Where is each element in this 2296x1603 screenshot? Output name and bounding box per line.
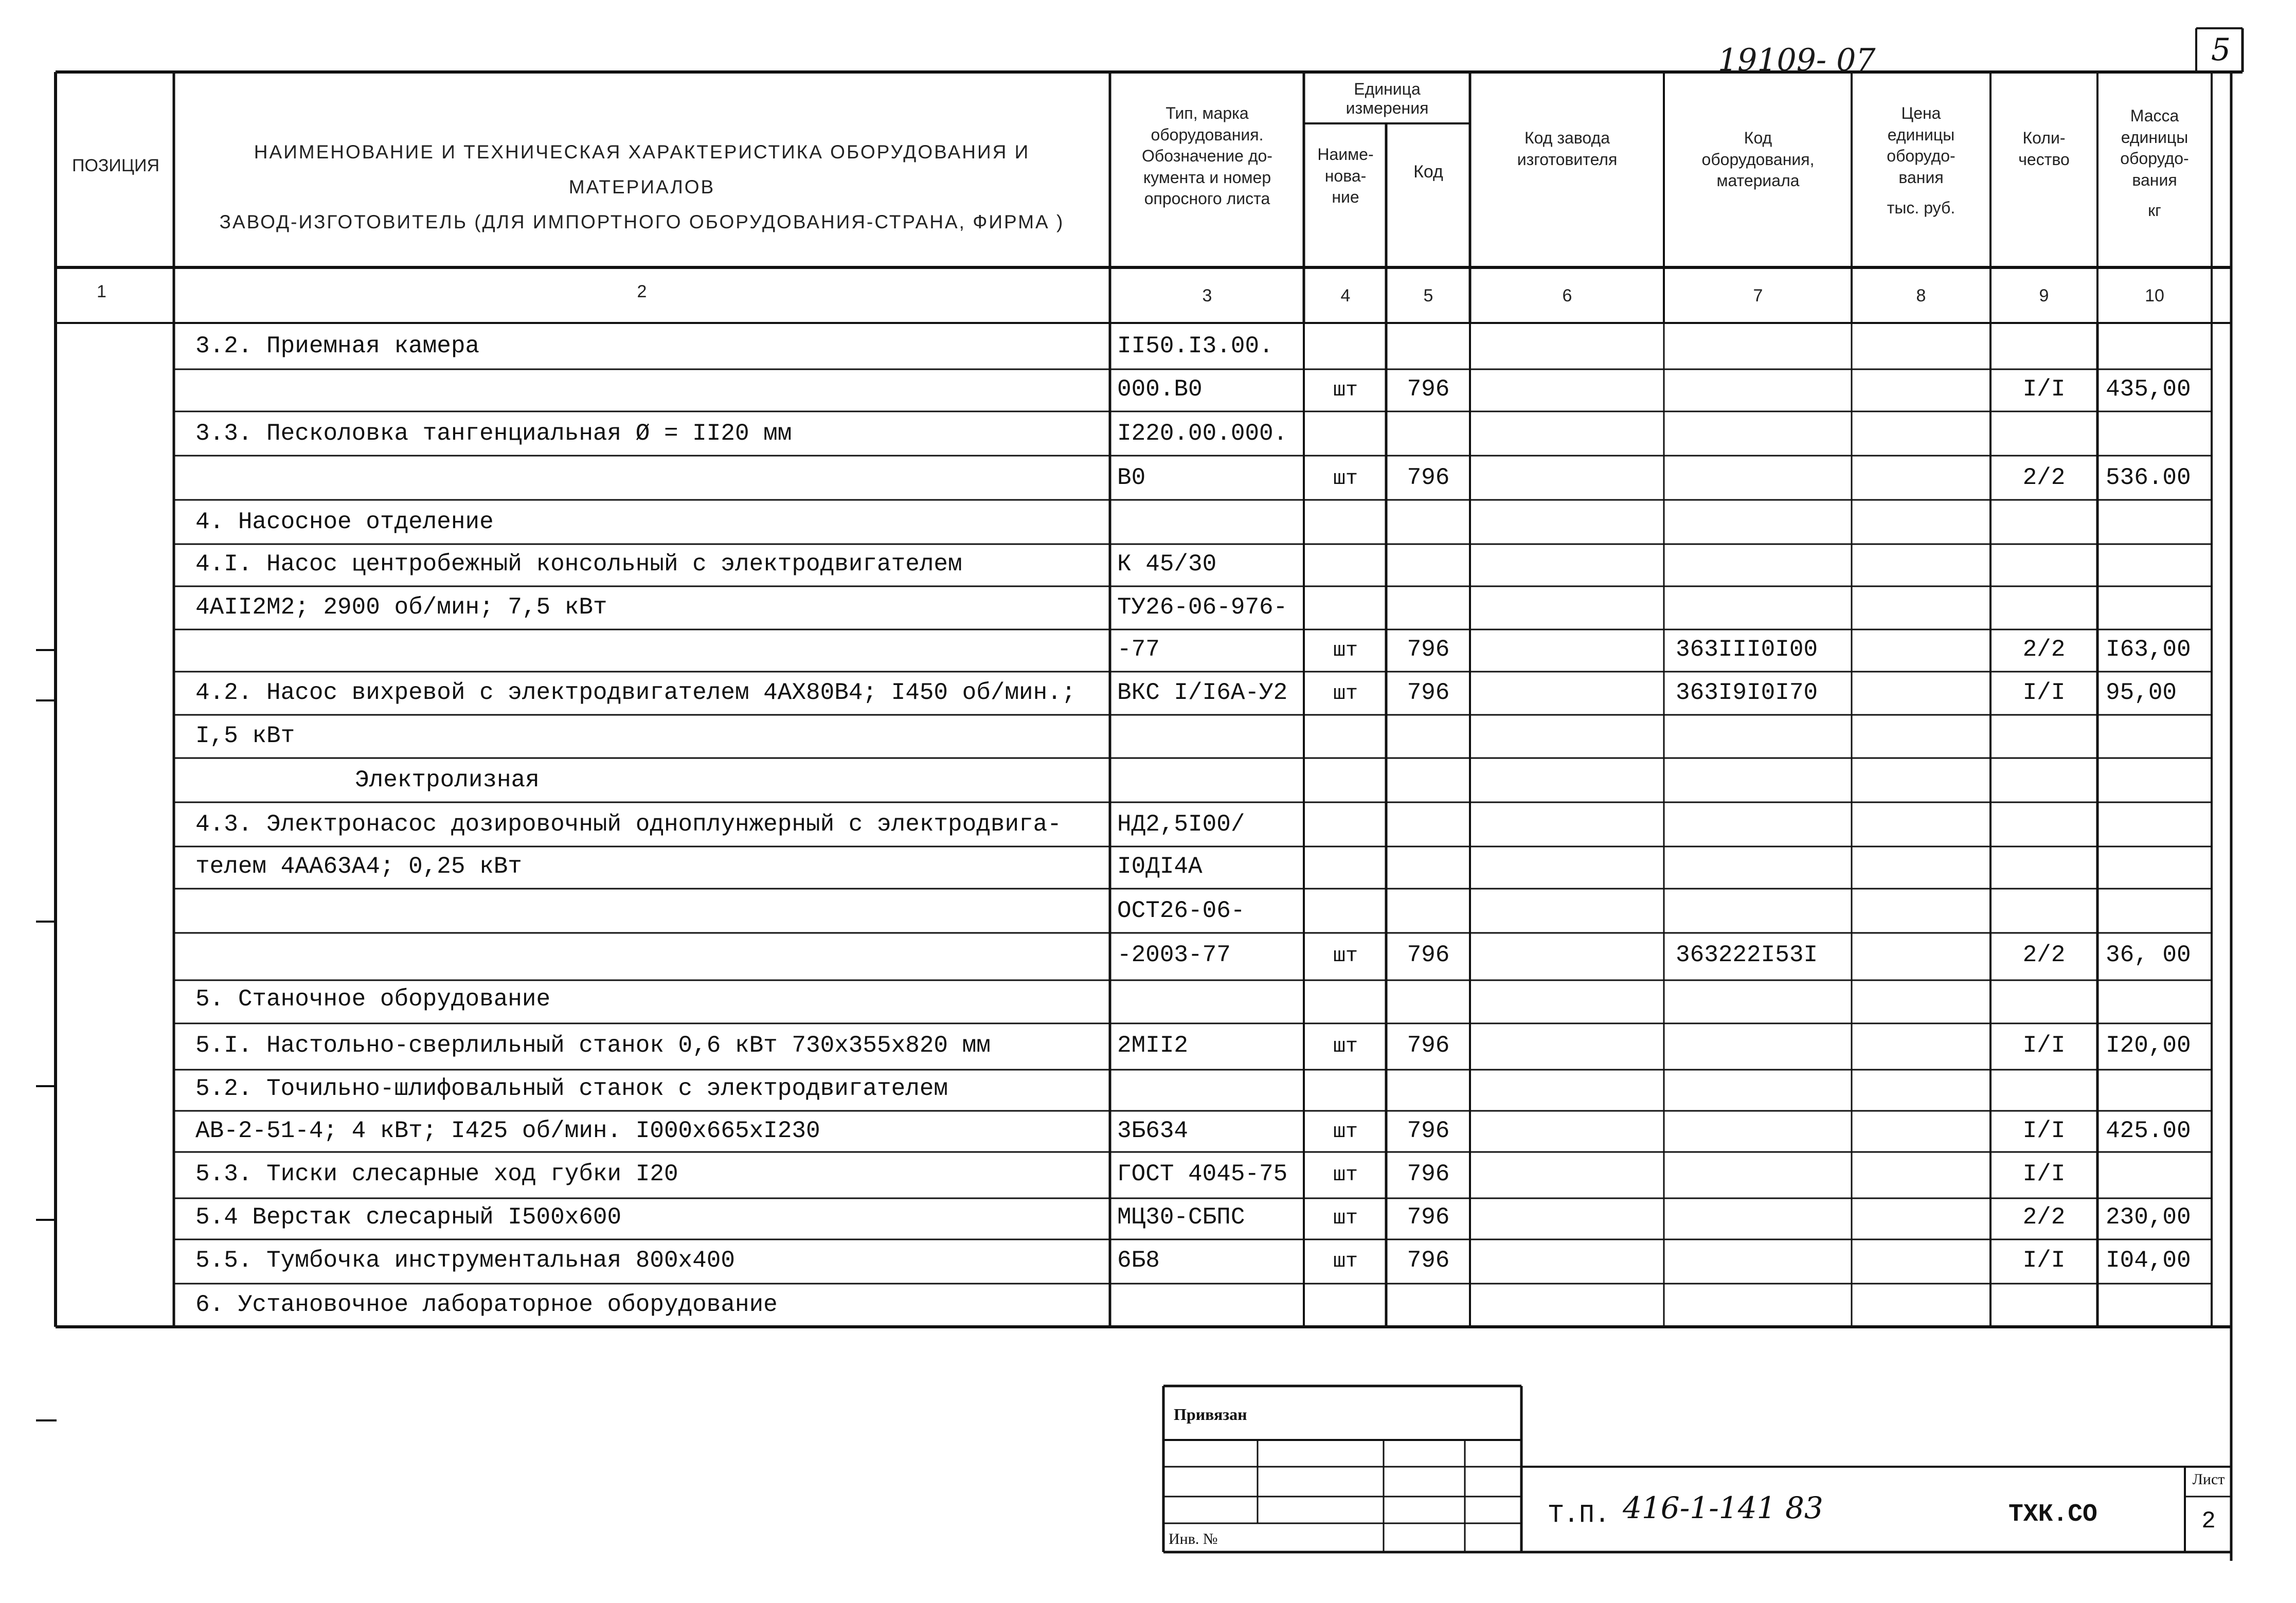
row-unit-name: шт <box>1333 1207 1358 1230</box>
header-type-l2: оборудования. <box>1151 125 1264 144</box>
title-block-section: ТХК.СО <box>2008 1501 2097 1528</box>
row-name: 5.2. Точильно-шлифовальный станок с электродвигателем <box>195 1075 948 1102</box>
col-number-9: 9 <box>2039 286 2049 305</box>
row-name: 5. Станочное оборудование <box>195 986 551 1013</box>
row-unit-code: 796 <box>1407 1118 1450 1144</box>
row-type: 2МII2 <box>1117 1032 1189 1059</box>
binding-mark <box>36 1085 57 1087</box>
row-mass: 95,00 <box>2106 679 2177 706</box>
header-price <box>1853 103 1989 219</box>
row-type: К 45/30 <box>1117 551 1217 578</box>
row-unit-name: шт <box>1333 1035 1358 1058</box>
row-name: 4.I. Насос центробежный консольный с электродвигателем <box>195 551 962 578</box>
row-type: ГОСТ 4045-75 <box>1117 1161 1288 1187</box>
row-unit-name: шт <box>1333 945 1358 968</box>
row-unit-name: шт <box>1333 1250 1358 1273</box>
binding-mark <box>36 1219 57 1221</box>
header-type-l5: опросного листа <box>1144 189 1270 208</box>
row-unit-code: 796 <box>1407 942 1450 968</box>
row-equipment-code: 363III0I00 <box>1676 636 1818 663</box>
row-name: 6. Установочное лабораторное оборудование <box>195 1291 778 1318</box>
header-price-l1: Цена <box>1901 104 1941 122</box>
header-mass-l3: оборудо- <box>2120 149 2189 168</box>
row-name: I,5 кВт <box>195 723 295 749</box>
row-type: ТУ26-06-976- <box>1117 594 1288 621</box>
header-mass <box>2098 105 2211 222</box>
row-mass: I04,00 <box>2106 1247 2191 1274</box>
row-unit-name: шт <box>1333 467 1358 491</box>
row-type: -2003-77 <box>1117 942 1231 968</box>
row-mass: 536.00 <box>2106 464 2191 491</box>
row-name: АВ-2-51-4; 4 кВт; I425 об/мин. I000х665хI230 <box>195 1118 820 1144</box>
row-name: 5.3. Тиски слесарные ход губки I20 <box>195 1161 678 1187</box>
binding-mark <box>36 1419 57 1421</box>
row-type: В0 <box>1117 464 1146 491</box>
header-unit-name-l3: ние <box>1332 188 1359 207</box>
row-quantity: I/I <box>2022 1118 2066 1144</box>
header-mass-l2: единицы <box>2121 128 2189 147</box>
row-type: МЦ30-СБПС <box>1117 1204 1245 1231</box>
header-factory-code-l1: Код завода <box>1524 129 1610 147</box>
row-name: 4АII2М2; 2900 об/мин; 7,5 кВт <box>195 594 607 621</box>
header-equipment-code-l1: Код <box>1744 129 1772 147</box>
col-number-4: 4 <box>1340 286 1351 305</box>
title-block-project-number: 416-1-141 83 <box>1623 1490 1823 1525</box>
header-unit <box>1305 80 1469 118</box>
row-type: 000.В0 <box>1117 376 1203 403</box>
header-factory-code <box>1471 128 1663 170</box>
header-price-l2: единицы <box>1887 125 1955 144</box>
header-quantity-l1: Коли- <box>2022 129 2066 147</box>
col-number-8: 8 <box>1916 286 1926 305</box>
row-unit-code: 796 <box>1407 1032 1450 1059</box>
header-equipment-code-l2: оборудования, <box>1701 150 1815 169</box>
header-equipment-code <box>1665 128 1851 192</box>
header-position: ПОЗИЦИЯ <box>72 156 159 175</box>
row-quantity: I/I <box>2022 1161 2066 1187</box>
row-mass: I20,00 <box>2106 1032 2191 1059</box>
header-price-l5: тыс. руб. <box>1887 199 1956 218</box>
row-name: 4.3. Электронасос дозировочный одноплунжерный с электродвига- <box>195 811 1062 838</box>
col-number-6: 6 <box>1562 286 1572 305</box>
header-name-line3: ЗАВОД-ИЗГОТОВИТЕЛЬ (ДЛЯ ИМПОРТНОГО ОБОРУДОВАНИЯ-СТРАНА, ФИРМА ) <box>219 211 1065 233</box>
row-unit-code: 796 <box>1407 679 1450 706</box>
header-name-line2: МАТЕРИАЛОВ <box>568 176 715 198</box>
header-name <box>176 140 1108 235</box>
row-type: I0ДI4А <box>1117 853 1203 880</box>
col-number-5: 5 <box>1423 286 1433 305</box>
row-mass: I63,00 <box>2106 636 2191 663</box>
header-name-line1: НАИМЕНОВАНИЕ И ТЕХНИЧЕСКАЯ ХАРАКТЕРИСТИКА ОБОРУДОВАНИЯ И <box>254 141 1030 163</box>
row-unit-name: шт <box>1333 379 1358 402</box>
title-block-inventory-number: Инв. № <box>1169 1530 1218 1547</box>
header-equipment-code-l3: материала <box>1716 171 1800 190</box>
title-block-attached: Привязан <box>1174 1405 1247 1424</box>
row-name: 4.2. Насос вихревой с электродвигателем 4АХ80В4; I450 об/мин.; <box>195 679 1076 706</box>
row-name: 5.I. Настольно-сверлильный станок 0,6 кВт 730х355х820 мм <box>195 1032 991 1059</box>
header-type-l1: Тип, марка <box>1165 104 1249 122</box>
row-name: 3.3. Песколовка тангенциальная Ø = II20 мм <box>195 420 792 447</box>
col-number-10: 10 <box>2145 286 2164 305</box>
header-unit-name <box>1305 144 1386 208</box>
row-mass: 36, 00 <box>2106 942 2191 968</box>
col-number-1: 1 <box>97 282 106 301</box>
row-mass: 425.00 <box>2106 1118 2191 1144</box>
row-name: 5.4 Верстак слесарный I500х600 <box>195 1204 622 1231</box>
row-quantity: 2/2 <box>2022 636 2066 663</box>
header-price-l4: вания <box>1898 168 1944 187</box>
row-equipment-code: 363I9I0I70 <box>1676 679 1818 706</box>
header-mass-l5: кг <box>2148 201 2161 220</box>
header-mass-l1: Масса <box>2130 106 2179 125</box>
row-quantity: I/I <box>2022 1247 2066 1274</box>
row-type: ОСТ26-06- <box>1117 897 1245 924</box>
row-type: I220.00.000. <box>1117 420 1288 447</box>
header-mass-l4: вания <box>2132 170 2177 189</box>
row-type: -77 <box>1117 636 1160 663</box>
row-mass: 435,00 <box>2106 376 2191 403</box>
row-unit-name: шт <box>1333 1121 1358 1144</box>
row-type: 3Б634 <box>1117 1118 1189 1144</box>
row-unit-code: 796 <box>1407 1247 1450 1274</box>
sheet-corner-number: 5 <box>2211 32 2231 68</box>
col-number-3: 3 <box>1202 286 1212 305</box>
title-block-project-prefix: Т.П. <box>1548 1501 1610 1530</box>
row-name: 5.5. Тумбочка инструментальная 800х400 <box>195 1247 735 1274</box>
row-unit-code: 796 <box>1407 464 1450 491</box>
header-type-l4: кумента и номер <box>1143 168 1271 187</box>
header-quantity <box>1992 128 2096 170</box>
row-unit-code: 796 <box>1407 376 1450 403</box>
row-name: 4. Насосное отделение <box>195 509 494 535</box>
document-code: 19109- 07 <box>1718 42 1876 78</box>
header-factory-code-l2: изготовителя <box>1517 150 1618 169</box>
row-equipment-code: 363222I53I <box>1676 942 1818 968</box>
row-name: телем 4АА63А4; 0,25 кВт <box>195 853 522 880</box>
binding-mark <box>36 921 57 923</box>
row-unit-code: 796 <box>1407 636 1450 663</box>
header-unit-name-l2: нова- <box>1324 166 1367 185</box>
row-unit-code: 796 <box>1407 1161 1450 1187</box>
row-unit-name: шт <box>1333 1164 1358 1187</box>
row-quantity: 2/2 <box>2022 1204 2066 1231</box>
row-mass: 230,00 <box>2106 1204 2191 1231</box>
row-type: II50.I3.00. <box>1117 333 1273 359</box>
title-block-list-label: Лист <box>2192 1471 2225 1488</box>
row-type: ВКС I/I6А-У2 <box>1117 679 1288 706</box>
header-unit-l1: Единица <box>1354 80 1421 98</box>
header-type-l3: Обозначение до- <box>1142 147 1272 166</box>
row-quantity: I/I <box>2022 1032 2066 1059</box>
row-type: НД2,5I00/ <box>1117 811 1245 838</box>
row-quantity: I/I <box>2022 679 2066 706</box>
row-name: Электролизная <box>355 767 540 794</box>
header-quantity-l2: чество <box>2018 150 2070 169</box>
row-unit-name: шт <box>1333 639 1358 662</box>
header-type <box>1111 103 1303 210</box>
row-unit-code: 796 <box>1407 1204 1450 1231</box>
header-unit-name-l1: Наиме- <box>1317 145 1374 164</box>
row-name: 3.2. Приемная камера <box>195 333 480 359</box>
row-type: 6Б8 <box>1117 1247 1160 1274</box>
binding-mark <box>36 649 57 651</box>
row-quantity: 2/2 <box>2022 942 2066 968</box>
title-block-list-number: 2 <box>2201 1508 2216 1535</box>
col-number-7: 7 <box>1753 286 1763 305</box>
row-quantity: 2/2 <box>2022 464 2066 491</box>
col-number-2: 2 <box>637 282 647 301</box>
header-unit-code: Код <box>1413 162 1443 182</box>
binding-mark <box>36 699 57 701</box>
header-price-l3: оборудо- <box>1887 147 1956 166</box>
header-unit-l2: измерения <box>1346 98 1429 117</box>
row-unit-name: шт <box>1333 682 1358 706</box>
row-quantity: I/I <box>2022 376 2066 403</box>
